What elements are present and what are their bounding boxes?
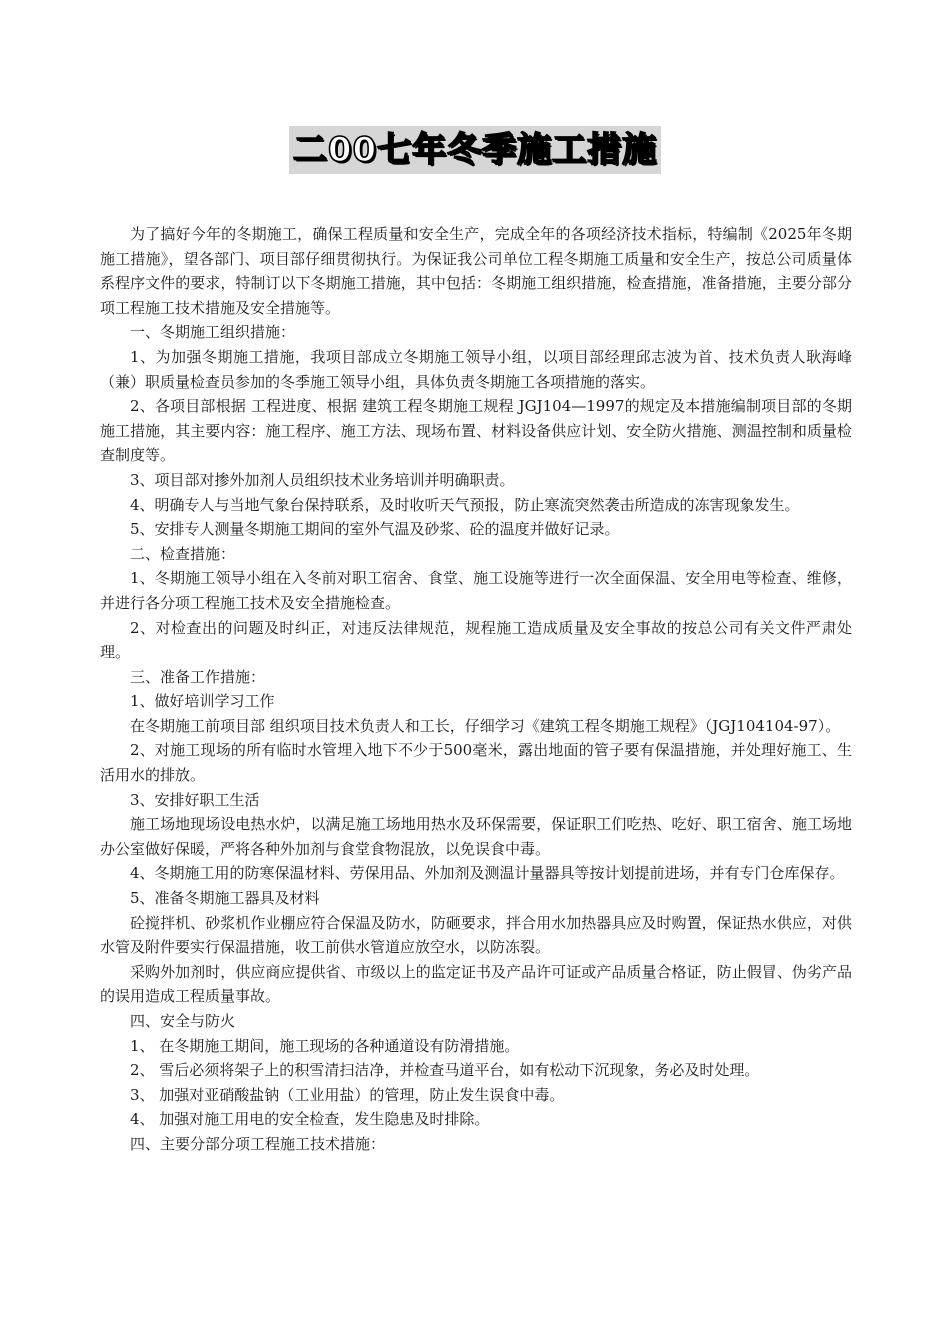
paragraph: 二、检查措施： bbox=[130, 544, 236, 563]
paragraph: 一、冬期施工组织措施： bbox=[130, 323, 296, 342]
paragraph: 3、安排好职工生活 bbox=[130, 790, 260, 809]
paragraph: 在冬期施工前项目部 组织项目技术负责人和工长，仔细学习《建筑工程冬期施工规程》（JGJ104104-97）。 bbox=[130, 716, 841, 735]
paragraph: 砼搅拌机、砂浆机作业棚应符合保温及防水，防砸要求，拌合用水加热器具应及时购置，保证热水供应，对供水管及附件要实行保温措施，收工前供水管道应放空水，以防冻裂。 bbox=[100, 913, 852, 957]
paragraph: 三、准备工作措施： bbox=[130, 667, 266, 686]
paragraph: 4、冬期施工用的防寒保温材料、劳保用品、外加剂及测温计量器具等按计划提前进场，并有专门仓库保存。 bbox=[130, 864, 845, 883]
paragraph: 施工场地现场设电热水炉，以满足施工场地用热水及环保需要，保证职工们吃热、吃好、职工宿舍、施工场地办公室做好保暖，严将各种外加剂与食堂食物混放，以免误食中毒。 bbox=[100, 815, 852, 858]
paragraph: 采购外加剂时，供应商应提供省、市级以上的监定证书及产品许可证或产品质量合格证，防止假冒、伪劣产品的误用造成工程质量事故。 bbox=[100, 962, 852, 1006]
paragraph: 4、明确专人与当地气象台保持联系，及时收听天气预报，防止寒流突然袭击所造成的冻害现象发生。 bbox=[130, 495, 800, 514]
paragraph: 5、安排专人测量冬期施工期间的室外气温及砂浆、砼的温度并做好记录。 bbox=[130, 520, 620, 539]
document-title: 二00七年冬季施工措施 bbox=[289, 126, 661, 174]
paragraph: 5、准备冬期施工器具及材料 bbox=[130, 889, 320, 908]
paragraph: 1、冬期施工领导小组在入冬前对职工宿舍、食堂、施工设施等进行一次全面保温、安全用电等检查、维修，并进行各分项工程施工技术及安全措施检查。 bbox=[100, 569, 852, 612]
paragraph: 2、各项目部根据 工程进度、根据 建筑工程冬期施工规程 JGJ104—1997的规定及本措施编制项目部的冬期施工措施，其主要内容：施工程序、施工方法、现场布置、材料设备供应计划、安全防火措施、测温控制和质量检查制度等。 bbox=[100, 397, 852, 465]
paragraph: 2、对施工现场的所有临时水管埋入地下不少于500毫米，露出地面的管子要有保温措施，并处理好施工、生活用水的排放。 bbox=[100, 741, 852, 785]
paragraph: 1、做好培训学习工作 bbox=[130, 692, 275, 711]
title-container bbox=[0, 126, 950, 174]
paragraph: 2、 雪后必须将架子上的积雪清扫洁净，并检查马道平台，如有松动下沉现象，务必及时处理。 bbox=[130, 1061, 760, 1080]
paragraph: 四、安全与防火 bbox=[130, 1012, 236, 1030]
paragraph: 2、对检查出的问题及时纠正，对违反法律规范，规程施工造成质量及安全事故的按总公司有关文件严肃处理。 bbox=[100, 618, 852, 662]
paragraph: 3、 加强对亚硝酸盐钠（工业用盐）的管理，防止发生误食中毒。 bbox=[130, 1085, 565, 1104]
document-body bbox=[100, 222, 852, 1157]
paragraph: 为了搞好今年的冬期施工，确保工程质量和安全生产，完成全年的各项经济技术指标，特编制《2025年冬期施工措施》，望各部门、项目部仔细贯彻执行。为保证我公司单位工程冬期施工质量和安全生产，按总公司质量体系程序文件的要求，特制订以下冬期施工措施，其中包括：冬期施工组织措施，检查措施，准备措施，主要分部分项工程施工技术措施及安全措施等。 bbox=[100, 225, 852, 317]
paragraph: 1、 在冬期施工期间，施工现场的各种通道设有防滑措施。 bbox=[130, 1036, 520, 1055]
paragraph: 3、项目部对掺外加剂人员组织技术业务培训并明确职责。 bbox=[130, 470, 515, 489]
paragraph: 4、 加强对施工用电的安全检查，发生隐患及时排除。 bbox=[130, 1110, 490, 1129]
paragraph: 1、为加强冬期施工措施，我项目部成立冬期施工领导小组，以项目部经理邱志波为首、技术负责人耿海峰（兼）职质量检查员参加的冬季施工领导小组，具体负责冬期施工各项措施的落实。 bbox=[100, 347, 852, 391]
paragraph: 四、主要分部分项工程施工技术措施： bbox=[130, 1134, 386, 1153]
